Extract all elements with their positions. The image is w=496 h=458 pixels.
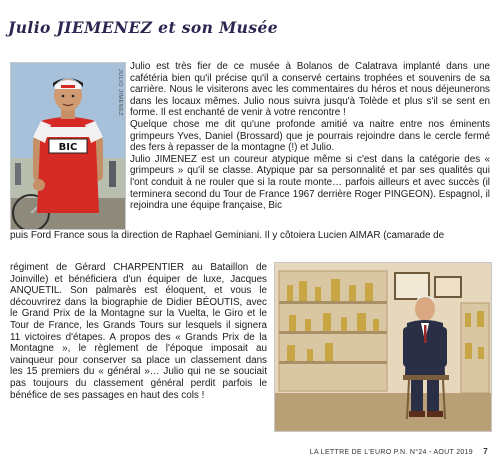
article-text-left <box>10 262 267 401</box>
photo-caption: JULIO JIMENEZ <box>117 69 123 117</box>
cyclist-illustration <box>11 63 125 229</box>
paragraph: Julio JIMENEZ est un coureur atypique même si c'est dans la catégorie des « grimpeurs » qu'il se classe. Atypique par sa personnalité et par ses qualités qui l'ont conduit à ne rouler que si la route monte… parfois ailleurs et avec succès (il terminera second du Tour de France 1967 derrière Roger PINGEON). Espagnol, il rejoindra une équipe française, Bic <box>130 153 490 212</box>
jersey-logo-text: BIC <box>58 142 78 153</box>
page-footer <box>310 447 488 456</box>
article-text-top <box>130 61 490 212</box>
paragraph: puis Ford France sous la direction de Raphael Geminiani. Il y côtoiera Lucien AIMAR (camarade de <box>10 230 445 241</box>
page-number: 7 <box>483 447 488 456</box>
article-text-wide <box>10 230 490 242</box>
museum-photo <box>274 262 492 432</box>
article-title: Julio JIEMENEZ et son Musée <box>8 18 279 37</box>
paragraph: Quelque chose me dit qu'une profonde amitié va naitre entre nos éminents grimpeurs Yves, Daniel (Brossard) que je pourrais rejoindre dans le cercle fermé des fers à repasser de la montagne (!) et Julio. <box>130 118 490 154</box>
issue-label: LA LETTRE DE L'EURO P.N. N°24 - AOUT 2019 <box>309 449 473 456</box>
cyclist-photo <box>10 62 126 230</box>
paragraph: Julio est très fier de ce musée à Bolanos de Calatrava implanté dans une cafétéria bien qu'il précise qu'il a conservé certains trophées et souvenirs de sa carrière. Nous le visiterons avec les commentaires du héros et nous déjeunerons dans les locaux mêmes. Julio nous suivra jusqu'à Tolède et plus s'il se sent en forme. Il est enchanté de venir à votre rencontre ! <box>130 61 490 119</box>
museum-illustration <box>275 263 491 431</box>
paragraph: régiment de Gérard CHARPENTIER au Bataillon de Joinville) et bénéficiera d'un équiper de luxe, Jacques ANQUETIL. Son palmarès est éloquent, et vous le découvrirez dans la biographie de Didier BÉOUTIS, avec le Grand Prix de la Montagne sur la Vuelta, le Giro et le Tour de France, les Grands Tours sur lesquels il signera 11 victoires d'étapes. A propos des « Grands Prix de la Montagne », le règlement de l'époque imposait au vainqueur pour conserver sa place un classement dans les 15 premiers du « général »… Julio qui ne se souciait pas toujours du classement général perdit parfois le bénéfice de ses passages en haut des cols ! <box>10 262 267 401</box>
